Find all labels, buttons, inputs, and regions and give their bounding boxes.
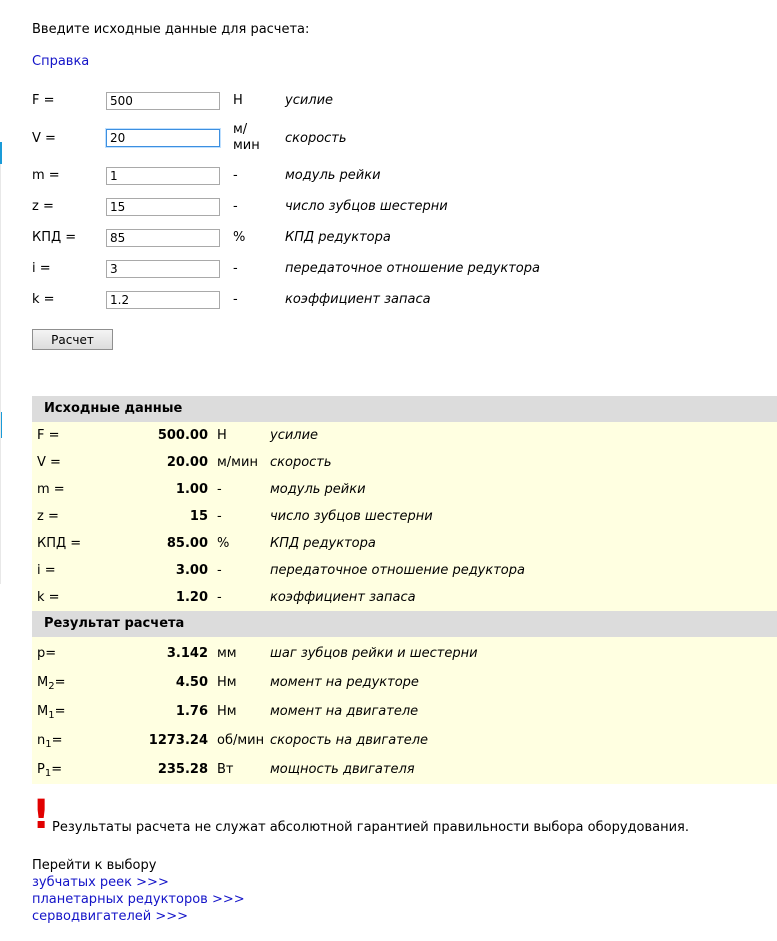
input-desc: коэффициент запаса	[285, 292, 431, 307]
row-value: 500.00	[157, 428, 208, 443]
row-unit: -	[217, 482, 222, 497]
row-unit: -	[217, 590, 222, 605]
row-desc: коэффициент запаса	[270, 590, 416, 605]
row-unit: -	[217, 563, 222, 578]
row-value: 20.00	[166, 455, 208, 470]
row-desc: шаг зубцов рейки и шестерни	[270, 646, 478, 661]
input-form	[32, 85, 540, 315]
input-label: F =	[32, 93, 55, 108]
row-value: 235.28	[157, 762, 208, 777]
row-label: КПД =	[37, 536, 82, 551]
input-label: z =	[32, 199, 54, 214]
table-row	[32, 668, 777, 697]
input-desc: передаточное отношение редуктора	[285, 261, 540, 276]
table-row	[32, 639, 777, 668]
input-unit: -	[233, 260, 238, 276]
row-unit: об/мин	[217, 733, 265, 748]
input-row-k	[32, 284, 540, 315]
input-row-i	[32, 253, 540, 284]
table-row	[32, 557, 777, 584]
row-unit: Вт	[217, 762, 234, 777]
row-desc: передаточное отношение редуктора	[270, 563, 525, 578]
input-label: k =	[32, 292, 55, 307]
goto-section	[32, 857, 245, 925]
input-desc: модуль рейки	[285, 168, 381, 183]
subscript: 2	[48, 681, 55, 692]
row-value: 1.76	[175, 704, 208, 719]
input-row-f	[32, 85, 540, 116]
row-unit: -	[217, 509, 222, 524]
row-unit: м/мин	[217, 455, 258, 470]
table-row	[32, 476, 777, 503]
input-label: КПД =	[32, 230, 77, 245]
row-label: i =	[37, 563, 56, 578]
table-row	[32, 697, 777, 726]
exclamation-icon: !	[32, 792, 51, 838]
result-rows	[32, 637, 777, 784]
ratio-input[interactable]	[106, 260, 220, 278]
input-label: i =	[32, 261, 51, 276]
input-unit: -	[233, 167, 238, 183]
input-unit: %	[233, 229, 246, 245]
row-desc: модуль рейки	[270, 482, 366, 497]
left-edge-marker	[0, 142, 2, 164]
row-unit: %	[217, 536, 230, 551]
calculate-button[interactable]: Расчет	[32, 329, 113, 350]
row-label: F =	[37, 428, 60, 443]
goto-title: Перейти к выбору	[32, 858, 157, 873]
section-header-result: Результат расчета	[32, 611, 777, 637]
row-label: V =	[37, 455, 61, 470]
link-servomotors[interactable]: серводвигателей >>>	[32, 909, 189, 924]
input-row-v	[32, 116, 540, 160]
link-gear-racks[interactable]: зубчатых реек >>>	[32, 875, 169, 890]
row-desc: КПД редуктора	[270, 536, 376, 551]
row-unit: Н	[217, 428, 227, 443]
row-label: z =	[37, 509, 59, 524]
efficiency-input[interactable]	[106, 229, 220, 247]
table-row	[32, 584, 777, 611]
row-label: $n_1=$	[37, 733, 63, 750]
source-rows	[32, 422, 777, 611]
row-label: $P_1=$	[37, 762, 63, 779]
module-input[interactable]	[106, 167, 220, 185]
input-desc: усилие	[285, 93, 334, 108]
results-table	[32, 396, 777, 784]
row-label: k =	[37, 590, 60, 605]
intro-text: Введите исходные данные для расчета:	[32, 22, 310, 37]
table-row	[32, 530, 777, 557]
row-desc: скорость	[270, 455, 332, 470]
input-desc: число зубцов шестерни	[285, 199, 448, 214]
table-row	[32, 726, 777, 755]
input-unit-text: м/ мин	[233, 122, 260, 153]
input-label: V =	[32, 130, 56, 146]
input-label: m =	[32, 168, 60, 183]
row-desc: момент на редукторе	[270, 675, 419, 690]
row-value: 85.00	[166, 536, 208, 551]
row-value: 1.20	[175, 590, 208, 605]
table-row	[32, 422, 777, 449]
section-header-source: Исходные данные	[32, 396, 777, 422]
row-value: 3.142	[166, 646, 208, 661]
row-desc: момент на двигателе	[270, 704, 419, 719]
row-value: 4.50	[175, 675, 208, 690]
row-value: 1273.24	[148, 733, 208, 748]
row-desc: мощность двигателя	[270, 762, 415, 777]
input-row-efficiency	[32, 222, 540, 253]
input-unit	[233, 116, 285, 160]
table-row	[32, 503, 777, 530]
safety-factor-input[interactable]	[106, 291, 220, 309]
subscript: 1	[44, 768, 52, 779]
input-desc: скорость	[285, 130, 347, 146]
input-unit: -	[233, 291, 238, 307]
link-planetary-gearboxes[interactable]: планетарных редукторов >>>	[32, 892, 245, 907]
teeth-input[interactable]	[106, 198, 220, 216]
row-unit: Нм	[217, 675, 237, 690]
subscript: 1	[48, 710, 55, 721]
help-link[interactable]: Справка	[32, 54, 90, 69]
input-row-z	[32, 191, 540, 222]
warning-text: Результаты расчета не служат абсолютной гарантией правильности выбора оборудования.	[52, 820, 689, 835]
row-desc: число зубцов шестерни	[270, 509, 433, 524]
row-label: $M_2=$	[37, 675, 66, 692]
row-value: 3.00	[175, 563, 208, 578]
row-value: 1.00	[175, 482, 208, 497]
force-input[interactable]	[106, 92, 220, 110]
table-row	[32, 449, 777, 476]
input-row-m	[32, 160, 540, 191]
subscript: 1	[45, 739, 52, 750]
input-unit: Н	[233, 92, 243, 108]
row-label: $M_1=$	[37, 704, 66, 721]
row-unit: Нм	[217, 704, 237, 719]
input-desc: КПД редуктора	[285, 230, 391, 245]
table-row	[32, 755, 777, 784]
speed-input[interactable]	[106, 129, 220, 147]
row-desc: скорость на двигателе	[270, 733, 429, 748]
row-unit: мм	[217, 646, 237, 661]
row-label: p=	[37, 646, 57, 661]
left-edge-line	[0, 164, 1, 584]
row-desc: усилие	[270, 428, 319, 443]
row-value: 15	[189, 509, 208, 524]
row-label: m =	[37, 482, 65, 497]
input-unit: -	[233, 198, 238, 214]
